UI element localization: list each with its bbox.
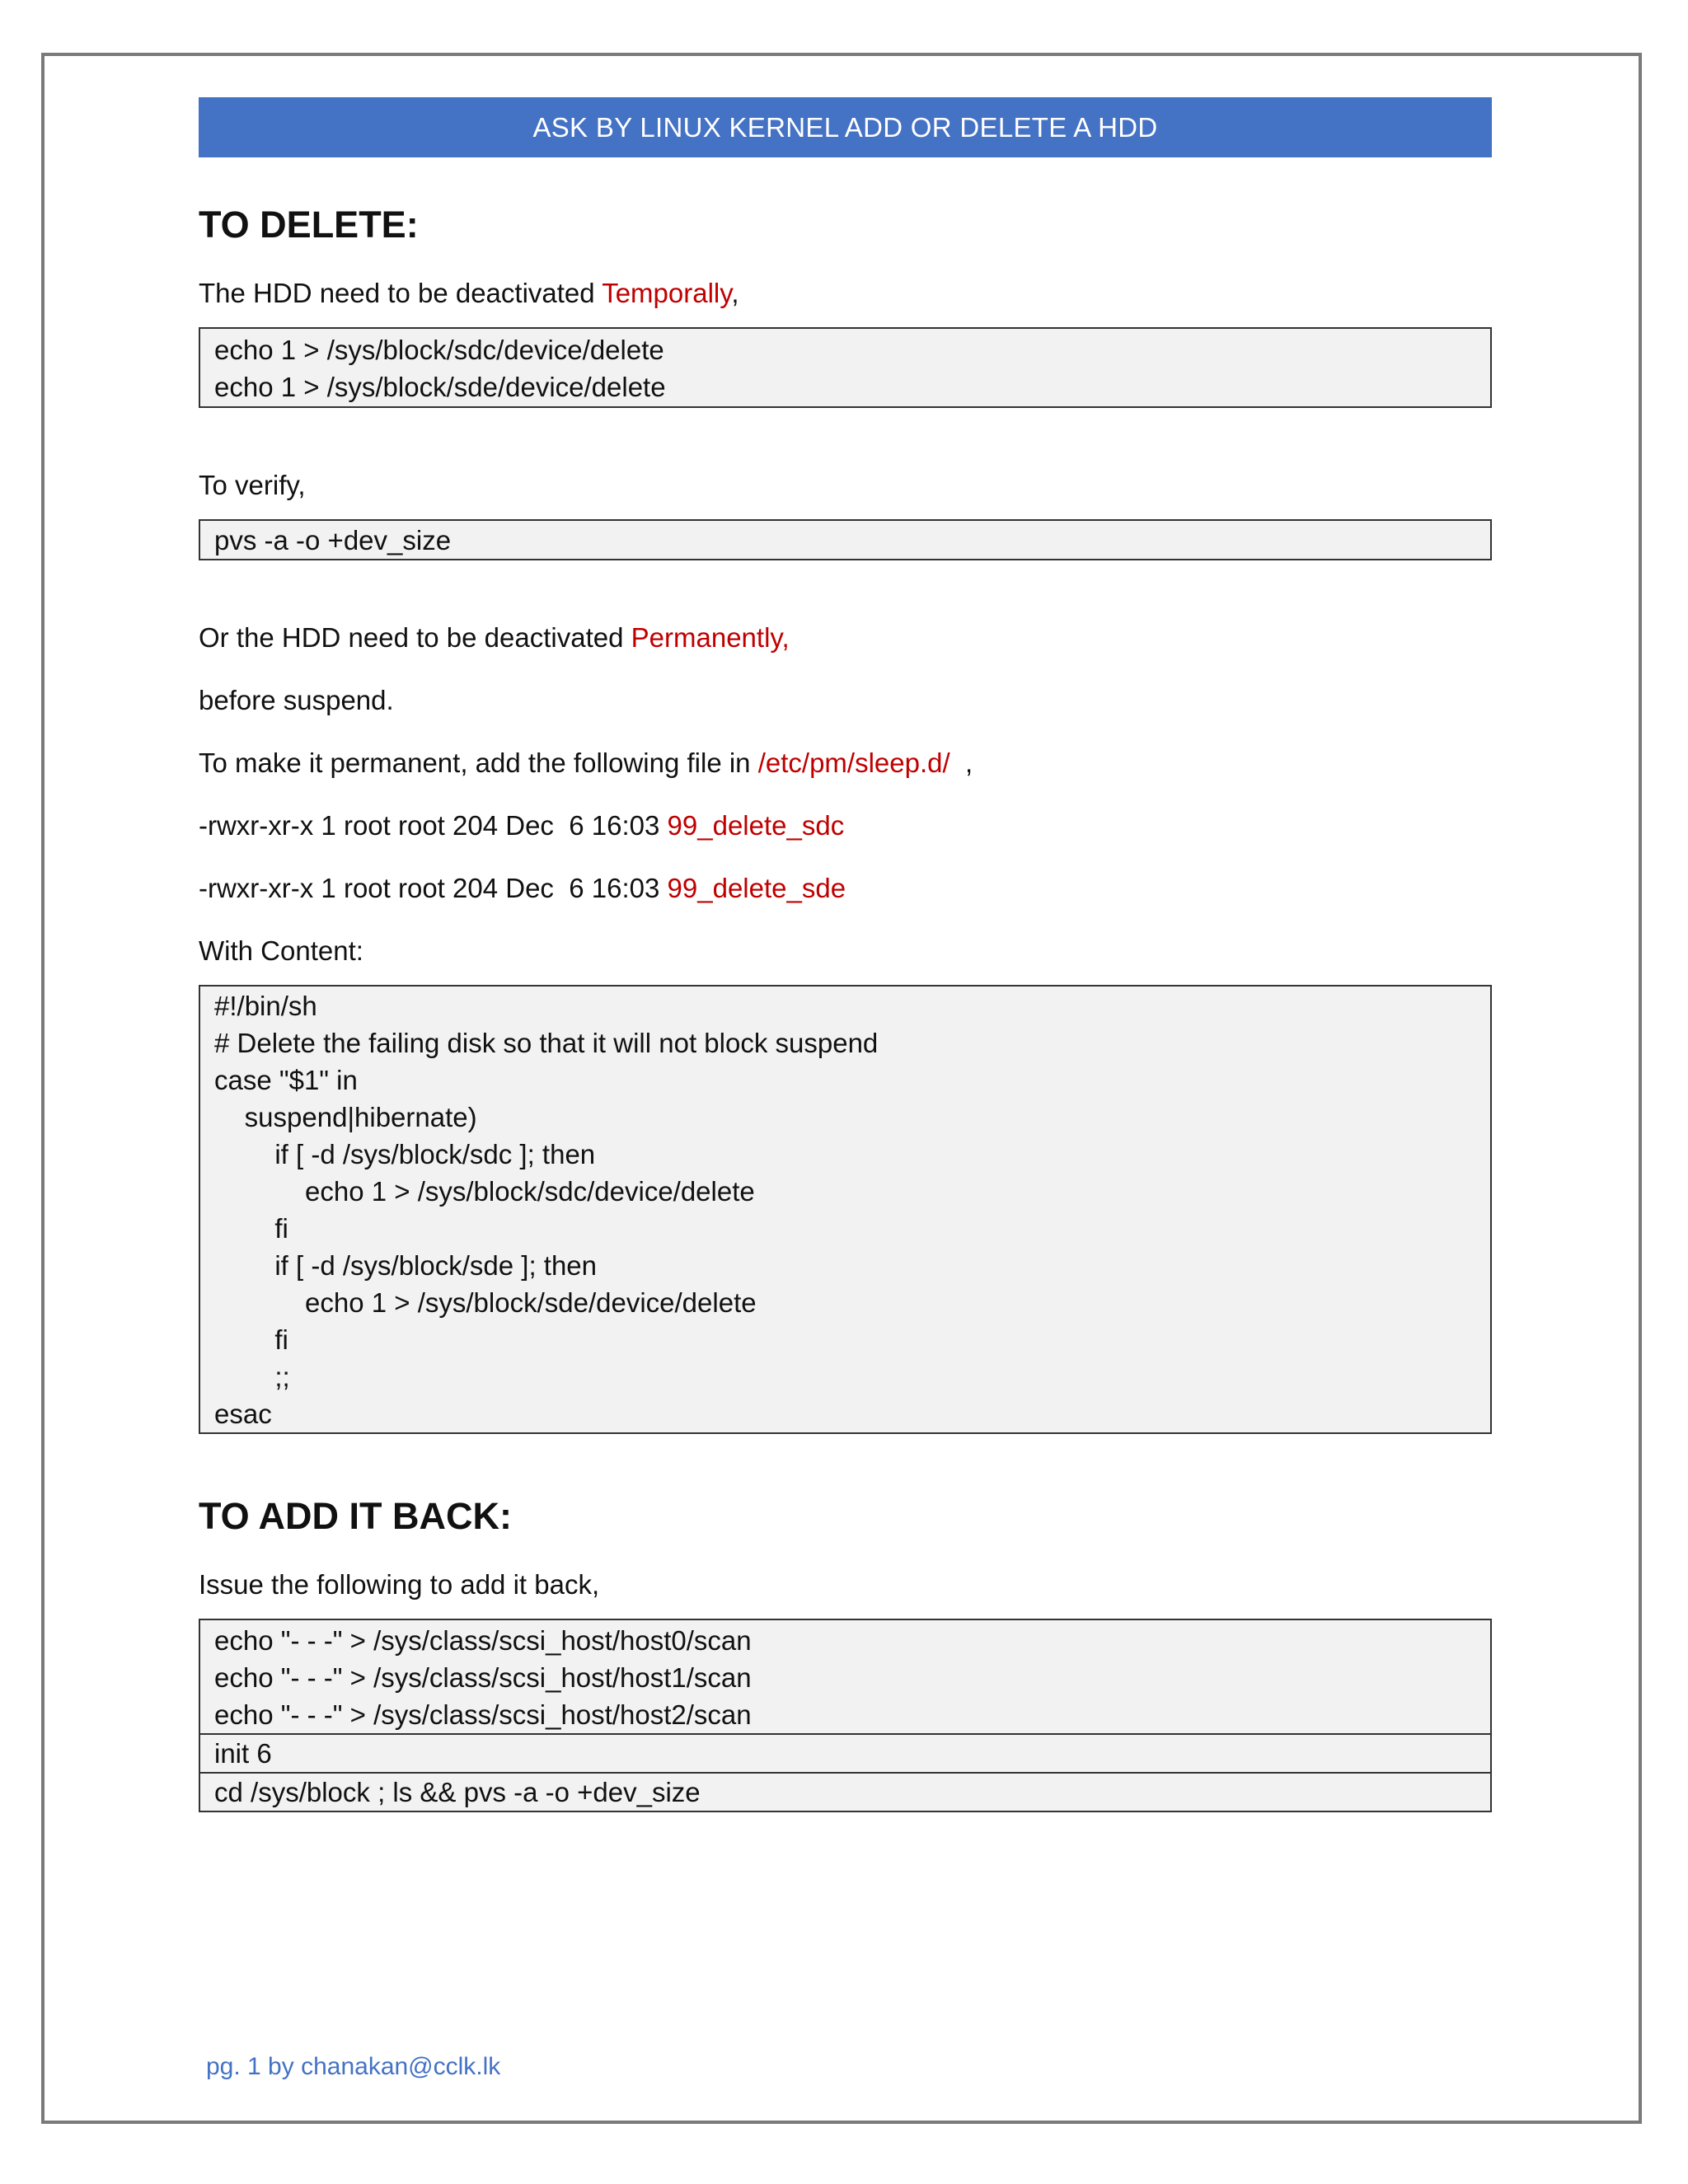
heading-to-delete: TO DELETE: [199, 204, 419, 246]
code-line: echo 1 > /sys/block/sdc/device/delete [214, 1176, 755, 1207]
code-line: echo "- - -" > /sys/class/scsi_host/host0/scan [214, 1625, 752, 1656]
file-attributes: -rwxr-xr-x 1 root root 204 Dec 6 16:03 [199, 810, 668, 841]
check-cell [200, 1772, 1490, 1811]
code-line: esac [214, 1399, 272, 1429]
code-line: pvs -a -o +dev_size [214, 525, 452, 555]
title-banner: ASK BY LINUX KERNEL ADD OR DELETE A HDD [199, 97, 1492, 157]
code-line: if [ -d /sys/block/sdc ]; then [214, 1139, 596, 1169]
highlight-permanently: Permanently, [631, 622, 790, 653]
code-line: echo 1 > /sys/block/sde/device/delete [214, 372, 666, 402]
reboot-cell [200, 1733, 1490, 1772]
intro-text: The HDD need to be deactivated [199, 278, 603, 308]
document-body [199, 97, 1492, 1812]
page-footer: pg. 1 by chanakan@cclk.lk [206, 2053, 501, 2080]
file-name: 99_delete_sdc [667, 810, 845, 841]
verify-label: To verify, [199, 470, 306, 500]
scan-commands-cell [200, 1620, 1490, 1733]
code-line: init 6 [214, 1738, 272, 1769]
file-listing-sde [199, 873, 1492, 904]
sleep-script-codebox [199, 985, 1492, 1434]
code-line: cd /sys/block ; ls && pvs -a -o +dev_size [214, 1777, 701, 1807]
file-attributes: -rwxr-xr-x 1 root root 204 Dec 6 16:03 [199, 873, 668, 903]
add-back-codebox [199, 1619, 1492, 1812]
before-suspend: before suspend. [199, 685, 394, 715]
heading-to-add-back: TO ADD IT BACK: [199, 1495, 512, 1537]
code-line: if [ -d /sys/block/sde ]; then [214, 1250, 598, 1281]
code-line: case "$1" in [214, 1065, 358, 1095]
code-line: # Delete the failing disk so that it will not block suspend [214, 1028, 879, 1058]
file-listing-sdc [199, 810, 1492, 841]
verify-codebox [199, 519, 1492, 560]
highlight-temporally: Temporally [602, 278, 732, 308]
sleep-dir-path: /etc/pm/sleep.d/ [757, 748, 950, 778]
with-content-label: With Content: [199, 935, 363, 966]
code-line: echo 1 > /sys/block/sde/device/delete [214, 1287, 757, 1318]
temp-delete-codebox [199, 327, 1492, 408]
code-line: suspend|hibernate) [214, 1102, 477, 1132]
code-line: echo "- - -" > /sys/class/scsi_host/host2/scan [214, 1699, 752, 1730]
code-line: echo "- - -" > /sys/class/scsi_host/host1/scan [214, 1662, 752, 1693]
intro-suffix: , [731, 278, 739, 308]
make-permanent-suffix: , [950, 748, 973, 778]
permanent-text: Or the HDD need to be deactivated [199, 622, 631, 653]
code-line: echo 1 > /sys/block/sdc/device/delete [214, 335, 664, 365]
make-permanent-line [199, 748, 1492, 779]
code-line: fi [214, 1213, 288, 1244]
code-line: fi [214, 1324, 288, 1355]
add-back-intro: Issue the following to add it back, [199, 1569, 600, 1600]
make-permanent-text: To make it permanent, add the following file in [199, 748, 758, 778]
code-line: #!/bin/sh [214, 991, 317, 1021]
code-line: ;; [214, 1361, 290, 1392]
file-name: 99_delete_sde [667, 873, 846, 903]
intro-temporally [199, 278, 1492, 309]
permanent-line [199, 622, 1492, 654]
